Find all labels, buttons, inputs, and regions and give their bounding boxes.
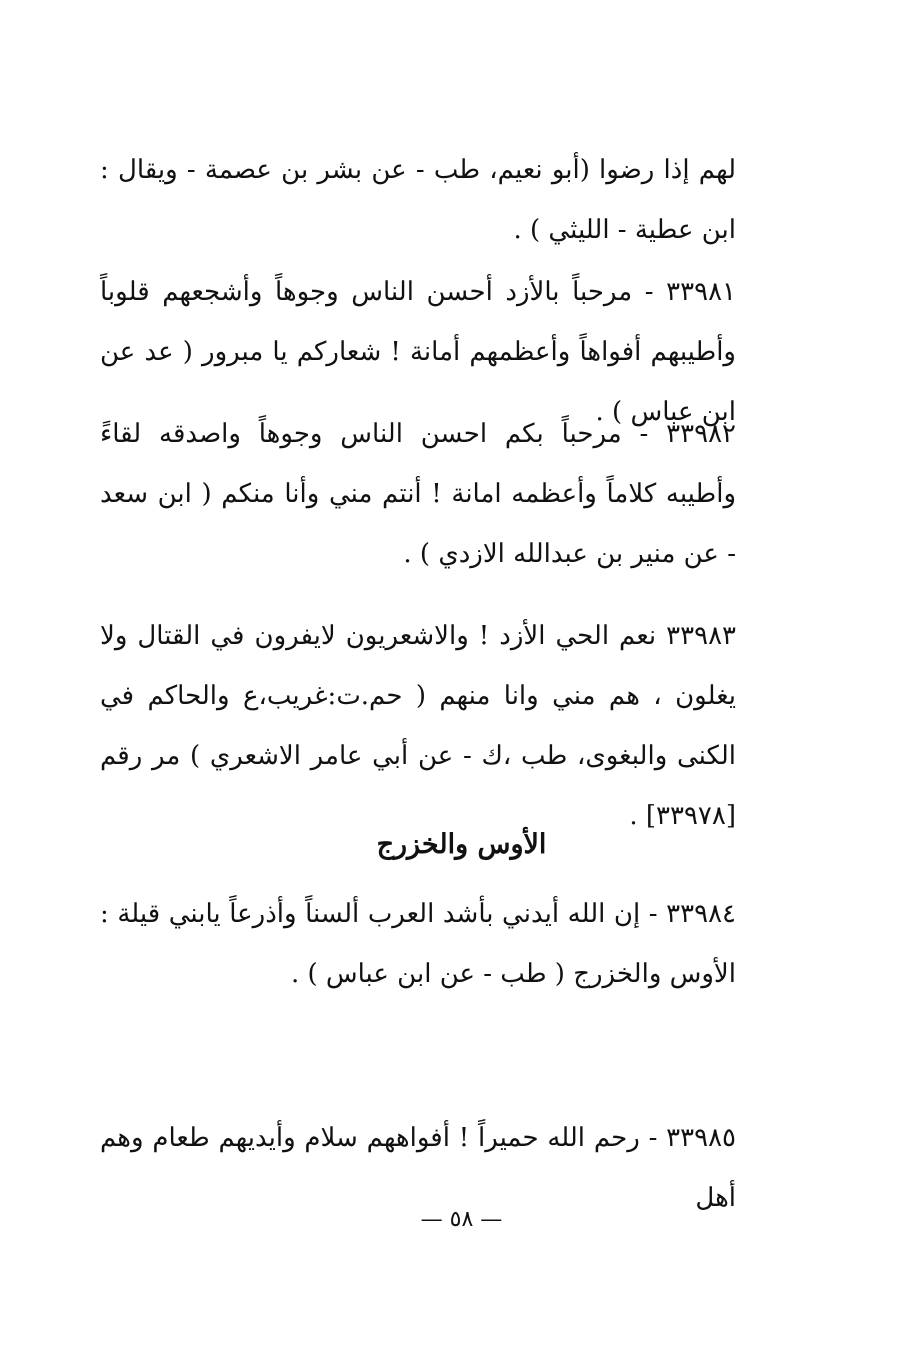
section-heading: الأوس والخزرج	[376, 829, 547, 860]
hadith-33982: ٣٣٩٨٢ - مرحباً بكم احسن الناس وجوهاً واصدقه لقاءً وأطيبه كلاماً وأعظمه امانة ! أنتم مني وأنا منكم ( ابن سعد - عن منير بن عبدالله الازدي ) .	[100, 419, 736, 569]
paragraph-continuation: لهم إذا رضوا (أبو نعيم، طب - عن بشر بن عصمة - ويقال : ابن عطية - الليثي ) .	[100, 155, 736, 245]
hadith-33981: ٣٣٩٨١ - مرحباً بالأزد أحسن الناس وجوهاً وأشجعهم قلوباً وأطيبهم أفواهاً وأعظمهم أمانة ! شعاركم يا مبرور ( عد عن ابن عباس ) .	[100, 277, 736, 427]
hadith-33984: ٣٣٩٨٤ - إن الله أيدني بأشد العرب ألسناً وأذرعاً يابني قيلة : الأوس والخزرج ( طب - عن ابن عباس ) .	[100, 899, 736, 989]
page-number: — ٥٨ —	[420, 1207, 503, 1232]
hadith-33983: ٣٣٩٨٣ نعم الحي الأزد ! والاشعريون لايفرون في القتال ولا يغلون ، هم مني وانا منهم ( حم.ت:غريب،ع والحاكم في الكنى والبغوى، طب ،ك - عن أبي عامر الاشعري ) مر رقم [٣٣٩٧٨] .	[100, 621, 736, 831]
hadith-33985: ٣٣٩٨٥ - رحم الله حميراً ! أفواههم سلام وأيديهم طعام وهم أهل	[100, 1123, 736, 1213]
